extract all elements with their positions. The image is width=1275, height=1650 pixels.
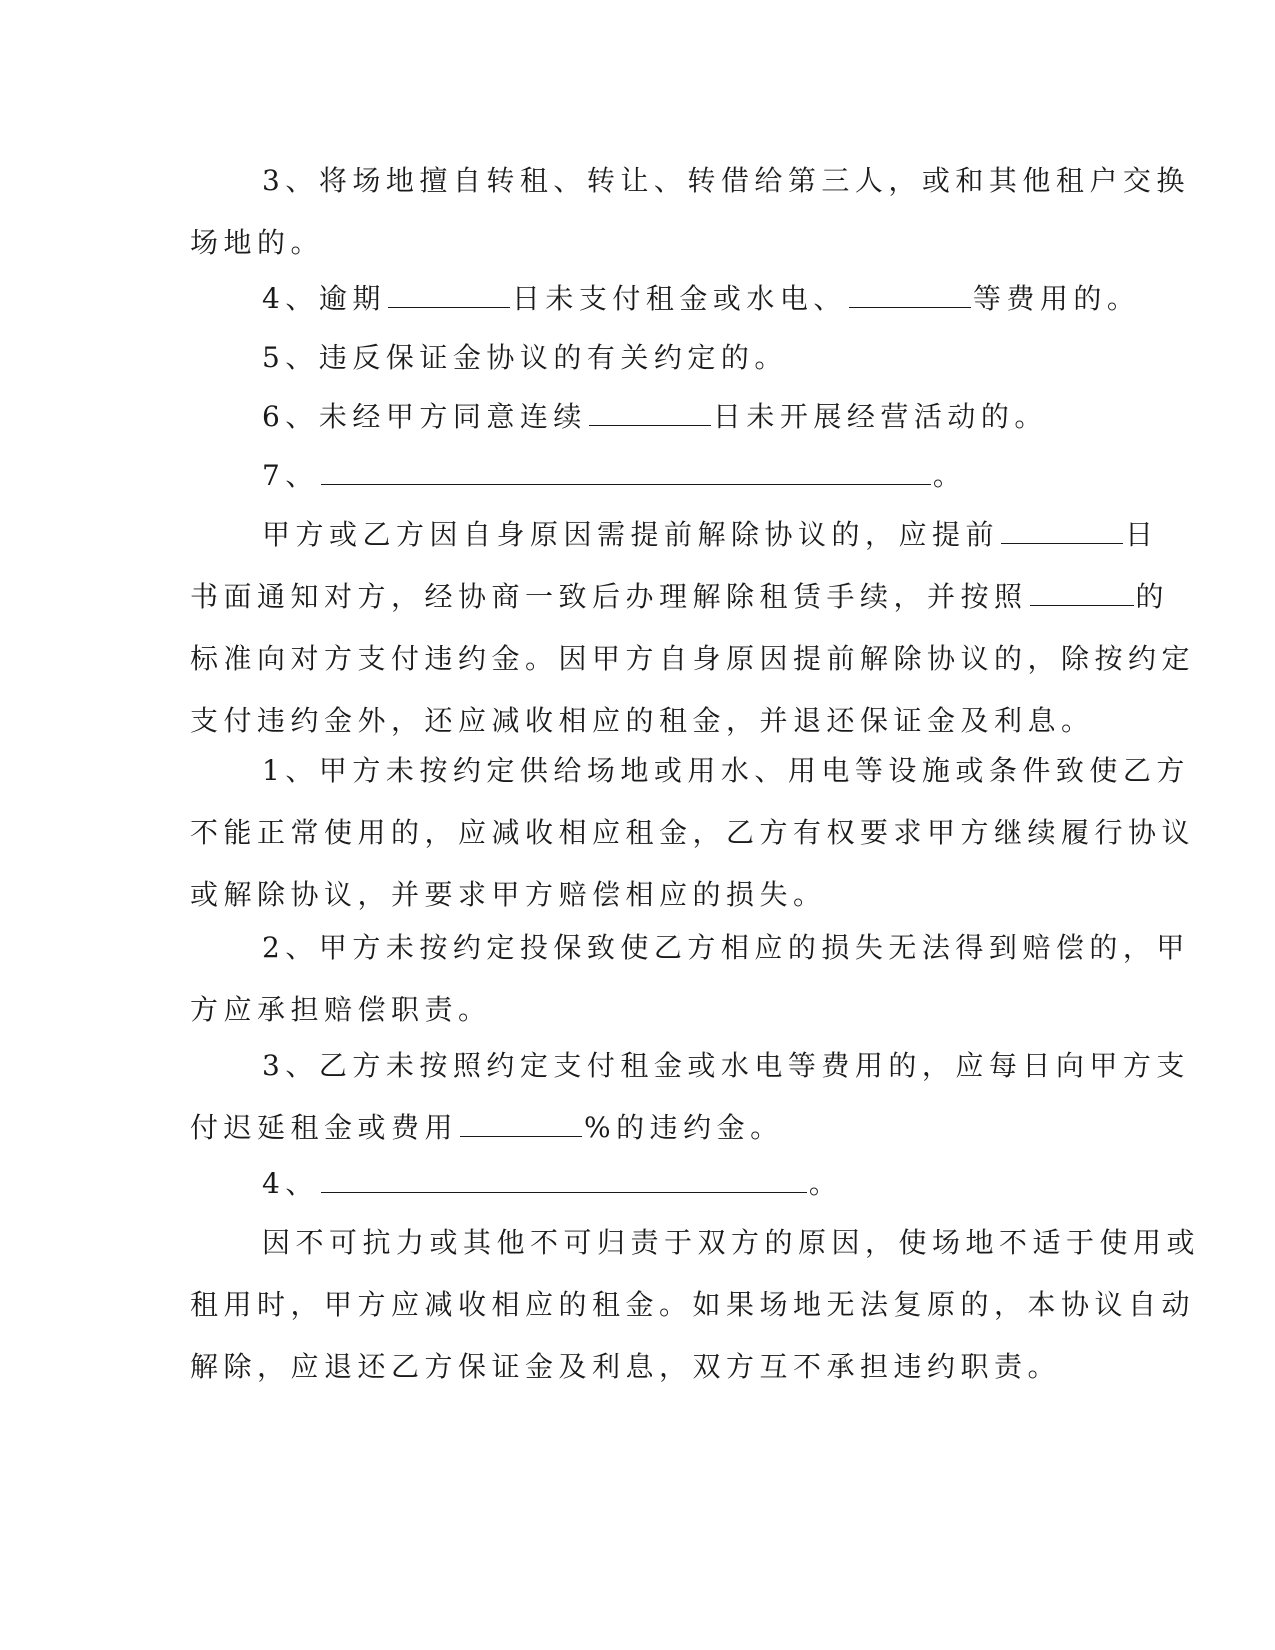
text-line: 2、甲方未按约定投保致使乙方相应的损失无法得到赔偿的，甲 bbox=[262, 931, 1190, 964]
fill-in-blank bbox=[460, 1106, 582, 1137]
fill-in-blank bbox=[589, 395, 711, 426]
text-segment: 日 bbox=[1125, 518, 1159, 551]
liability-3-paragraph bbox=[190, 1035, 1190, 1159]
text-line: 1、甲方未按约定供给场地或用水、用电等设施或条件致使乙方 bbox=[262, 754, 1190, 787]
text-line: 租用时，甲方应减收相应的租金。如果场地无法复原的，本协议自动 bbox=[190, 1288, 1196, 1321]
fill-in-blank bbox=[321, 1162, 807, 1193]
text-segment: 6、未经甲方同意连续 bbox=[262, 400, 587, 433]
clause-5-paragraph bbox=[190, 327, 1075, 389]
early-termination-paragraph bbox=[190, 504, 1196, 752]
text-line: 解除，应退还乙方保证金及利息，双方互不承担违约职责。 bbox=[190, 1350, 1062, 1383]
text-line: 5、违反保证金协议的有关约定的。 bbox=[262, 341, 788, 374]
text-segment: 书面通知对方，经协商一致后办理解除租赁手续，并按照 bbox=[190, 580, 1028, 613]
text-line: 方应承担赔偿职责。 bbox=[190, 993, 492, 1026]
clause-4-paragraph bbox=[190, 268, 1141, 330]
text-line: 因不可抗力或其他不可归责于双方的原因，使场地不适于使用或 bbox=[262, 1226, 1201, 1259]
text-line bbox=[190, 1097, 1075, 1159]
liability-4-paragraph bbox=[190, 1153, 1075, 1215]
text-segment: 日未支付租金或水电、 bbox=[511, 282, 847, 315]
text-line bbox=[190, 1153, 1075, 1215]
text-line bbox=[190, 445, 1075, 507]
text-segment: 甲方或乙方因自身原因需提前解除协议的，应提前 bbox=[262, 518, 1000, 551]
text-line: 场地的。 bbox=[190, 226, 325, 259]
liability-2-paragraph bbox=[190, 917, 1190, 1041]
text-line: 不能正常使用的，应减收相应租金，乙方有权要求甲方继续履行协议 bbox=[190, 816, 1196, 849]
fill-in-blank bbox=[849, 277, 971, 308]
fill-in-blank bbox=[1030, 575, 1134, 606]
clause-3-paragraph bbox=[190, 150, 1190, 274]
text-segment: 。 bbox=[808, 1167, 843, 1200]
text-segment: 的 bbox=[1135, 580, 1170, 613]
text-segment: 等费用的。 bbox=[972, 282, 1141, 315]
text-segment: %的违约金。 bbox=[584, 1111, 784, 1144]
clause-6-paragraph bbox=[190, 386, 1075, 448]
text-line bbox=[190, 504, 1159, 566]
fill-in-blank bbox=[388, 277, 510, 308]
force-majeure-paragraph bbox=[190, 1212, 1201, 1398]
text-line: 标准向对方支付违约金。因甲方自身原因提前解除协议的，除按约定 bbox=[190, 642, 1196, 675]
text-segment: 日未开展经营活动的。 bbox=[712, 400, 1048, 433]
text-segment: 7、 bbox=[262, 459, 319, 492]
text-line bbox=[190, 566, 1170, 628]
text-segment: 付迟延租金或费用 bbox=[190, 1111, 459, 1144]
fill-in-blank bbox=[1001, 513, 1123, 544]
clause-7-paragraph bbox=[190, 445, 1075, 507]
text-line: 3、将场地擅自转租、转让、转借给第三人，或和其他租户交换 bbox=[262, 164, 1190, 197]
text-line: 3、乙方未按照约定支付租金或水电等费用的，应每日向甲方支 bbox=[262, 1049, 1190, 1082]
text-segment: 4、逾期 bbox=[262, 282, 386, 315]
fill-in-blank bbox=[321, 454, 931, 485]
text-line: 支付违约金外，还应减收相应的租金，并退还保证金及利息。 bbox=[190, 704, 1095, 737]
text-segment: 。 bbox=[932, 459, 967, 492]
text-segment: 4、 bbox=[262, 1167, 319, 1200]
liability-1-paragraph bbox=[190, 740, 1196, 926]
text-line: 或解除协议，并要求甲方赔偿相应的损失。 bbox=[190, 878, 827, 911]
text-line bbox=[190, 268, 1141, 330]
text-line bbox=[190, 386, 1075, 448]
